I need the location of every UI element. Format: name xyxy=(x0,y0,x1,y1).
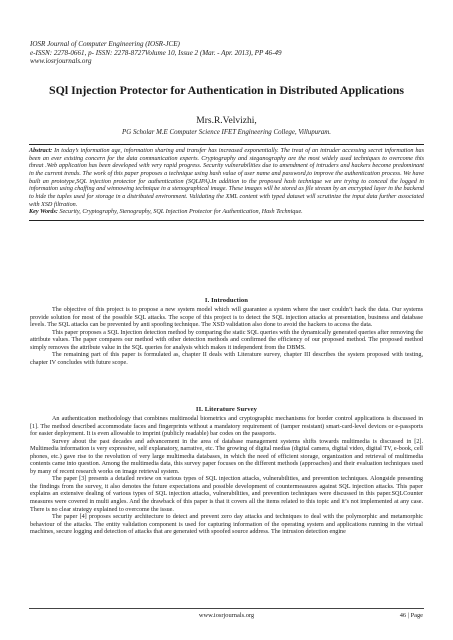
paper-affiliation: PG Scholar M.E Computer Science IFET Engineering College, Villupuram. xyxy=(122,129,331,136)
paper-author: Mrs.R.Velvizhi, xyxy=(196,116,257,126)
footer-page-number: 46 | Page xyxy=(399,612,423,619)
journal-header xyxy=(30,40,430,66)
keywords-text: Security, Cryptography, Stenography, SQL Injection Protector for Authentication, Hash Technique. xyxy=(57,209,303,216)
journal-name: IOSR Journal of Computer Engineering (IOSR-JCE) xyxy=(30,40,180,48)
abstract-paragraph xyxy=(29,148,424,209)
body-paragraph: The paper [3] presents a detailed review on various types of SQL injection attacks, vulnerabilities, and prevention techniques. Alongside presenting the findings from the survey, it also denotes the future expectations and possible development of countermeasures against SQL injection attacks. This paper explains an extensive dealing of various types of SQL injection attacks, vulnerabilities, and prevention techniques were discussed in this paper.SQLCounter measures were covered in multi angles. And the drawback of this paper is that it covers all the items related to this topic and it’s not implemented at any case. There is no clear strategy explained to overcome the issue. xyxy=(30,476,423,513)
abstract-block xyxy=(29,144,424,221)
section-body-introduction xyxy=(30,307,423,367)
footer-divider xyxy=(29,608,424,609)
body-paragraph: The objective of this project is to propose a new system model which will guarantee a system where the user couldn’t hack the data. Our systems provide solution for most of the possible SQL attacks. The scope of this project is to detect the SQL injection attacks at presentation, business and database levels. The SQL attacks can be prevented by anti spoofing technique. The XSD validation also done to avoid the hackers to access the data. xyxy=(30,307,423,329)
body-paragraph: Survey about the past decades and advancement in the area of database management systems shifts towards multimedia is discussed in [2]. Multimedia information is very expressive, self explanatory, narrative, etc. The growing of digital medias (digital camera, digital video, digital TV, e-book, cell phones, etc.) gave rise to the revolution of very large multimedia databases, in which the need of efficient storage, organization and retrieval of multimedia contents came into question. Among the multimedia data, this survey paper focuses on the different methods (approaches) and their evaluation techniques used by many of recent research works on image retrieval system. xyxy=(30,438,423,475)
keywords-label: Key Words: xyxy=(29,209,58,216)
body-paragraph: The paper [4] proposes security architecture to detect and prevent zero day attacks and techniques to deal with the polymorphic and metamorphic behaviour of the attacks. The entity validation component is used for capturing information of the operating system and applications running in the virtual machines, secure logging and detection of attacks that are generated with spoofed source address. The intrusion detection engine xyxy=(30,514,423,536)
body-paragraph: This paper proposes a SQL Injection detection method by comparing the static SQL queries with the dynamically generated queries after removing the attribute values. The paper compares our method with other detection methods and confirmed the efficiency of our proposed method. The proposed method simply removes the attribute value in the SQL queries for analysis which makes it independent from the DBMS. xyxy=(30,329,423,351)
paper-title: SQl Injection Protector for Authentication in Distributed Applications xyxy=(48,83,405,97)
keywords-paragraph xyxy=(29,209,424,217)
section-body-literature-survey xyxy=(30,416,423,537)
journal-issn: e-ISSN: 2278-0661, p- ISSN: 2278-8727Volume 10, Issue 2 (Mar. - Apr. 2013), PP 46-49 xyxy=(30,48,282,57)
section-heading-introduction: I. Introduction xyxy=(204,297,249,304)
abstract-text: In today’s information age, information sharing and transfer has increased exponentially. The treat of an intruder accessing secret information has been an ever existing concern for the data communication experts. Cryptography and steganography are the most widely used techniques to overcome this threat .Web application has been developed with very rapid progress. Security vulnerabilities due to amendment of intruders and hackers become predominant in the current trends. The work of this paper proposes a technique using hash value of user name and password,to improve the authentication process. We have built an prototype,SQL injection protector for authentication (SQLIPA).In addition to the proposed hash technique we are trying to conceal the logged in information using chaffing and winnowing technique in a stenographical image. These images will be stored as file stream by an encrypted layer in the backend to hide the tuples used for storage in a distributed environment. Validating the XML content with typed dataset will scrutinize the input data further associated with XSD filtration. xyxy=(29,148,424,208)
journal-url[interactable]: www.iosrjournals.org xyxy=(30,57,92,66)
abstract-label: Abstract: xyxy=(29,148,53,154)
section-heading-literature-survey: II. Literature Survey xyxy=(195,406,258,413)
body-paragraph: The remaining part of this paper is formulated as, chapter II deals with Literature survey, chapter III describes the system proposed with testing, chapter IV concludes with future scope. xyxy=(30,352,423,366)
footer-url[interactable]: www.iosrjournals.org xyxy=(198,612,255,619)
body-paragraph: An authentication methodology that combines multimodal biometrics and cryptographic mechanisms for border control applications is discussed in [1]. The method described accommodate faces and fingerprints without a mandatory requirement of (tamper resistant) smart-card-level devices or e-passports for easier deployment. It is even allowable to imprint (publicly readable) bar codes on the passports. xyxy=(30,416,423,438)
